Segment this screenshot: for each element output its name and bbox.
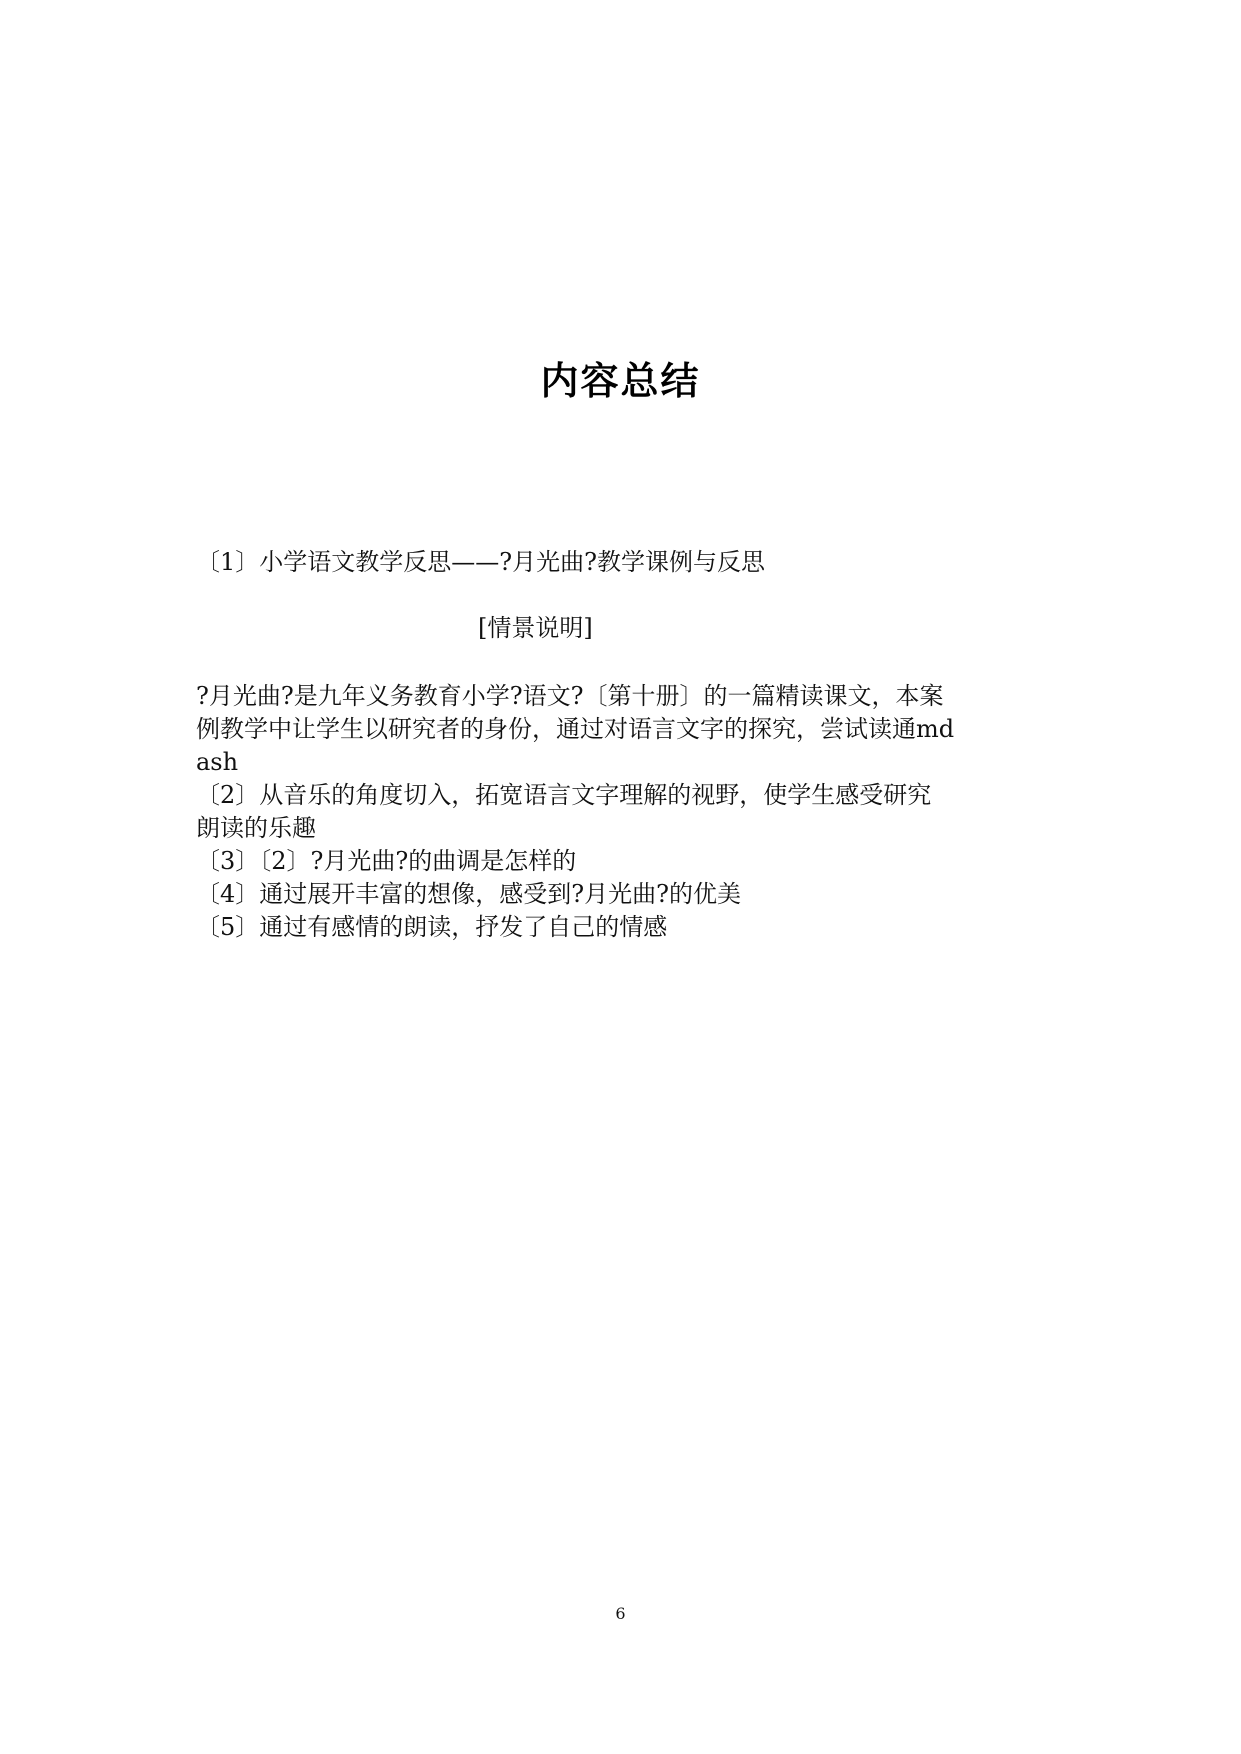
list-item-2: 〔2〕从音乐的角度切入，拓宽语言文字理解的视野，使学生感受研究 xyxy=(196,781,932,809)
paragraph-line: ash xyxy=(196,748,239,776)
list-item-5: 〔5〕通过有感情的朗读，抒发了自己的情感 xyxy=(196,913,668,941)
page-title: 内容总结 xyxy=(540,359,701,403)
list-item-1: 〔1〕小学语文教学反思——?月光曲?教学课例与反思 xyxy=(196,548,766,576)
paragraph-line: 例教学中让学生以研究者的身份，通过对语言文字的探究，尝试读通md xyxy=(196,715,955,743)
list-item-4: 〔4〕通过展开丰富的想像，感受到?月光曲?的优美 xyxy=(196,880,742,908)
paragraph-line: ?月光曲?是九年义务教育小学?语文?〔第十册〕的一篇精读课文，本案 xyxy=(196,682,944,710)
page-number: 6 xyxy=(615,1604,626,1623)
section-heading: [情景说明] xyxy=(478,614,593,642)
body-text xyxy=(196,680,1056,944)
list-item-2-continued: 朗读的乐趣 xyxy=(196,814,316,842)
list-item-3: 〔3〕〔2〕?月光曲?的曲调是怎样的 xyxy=(196,847,577,875)
